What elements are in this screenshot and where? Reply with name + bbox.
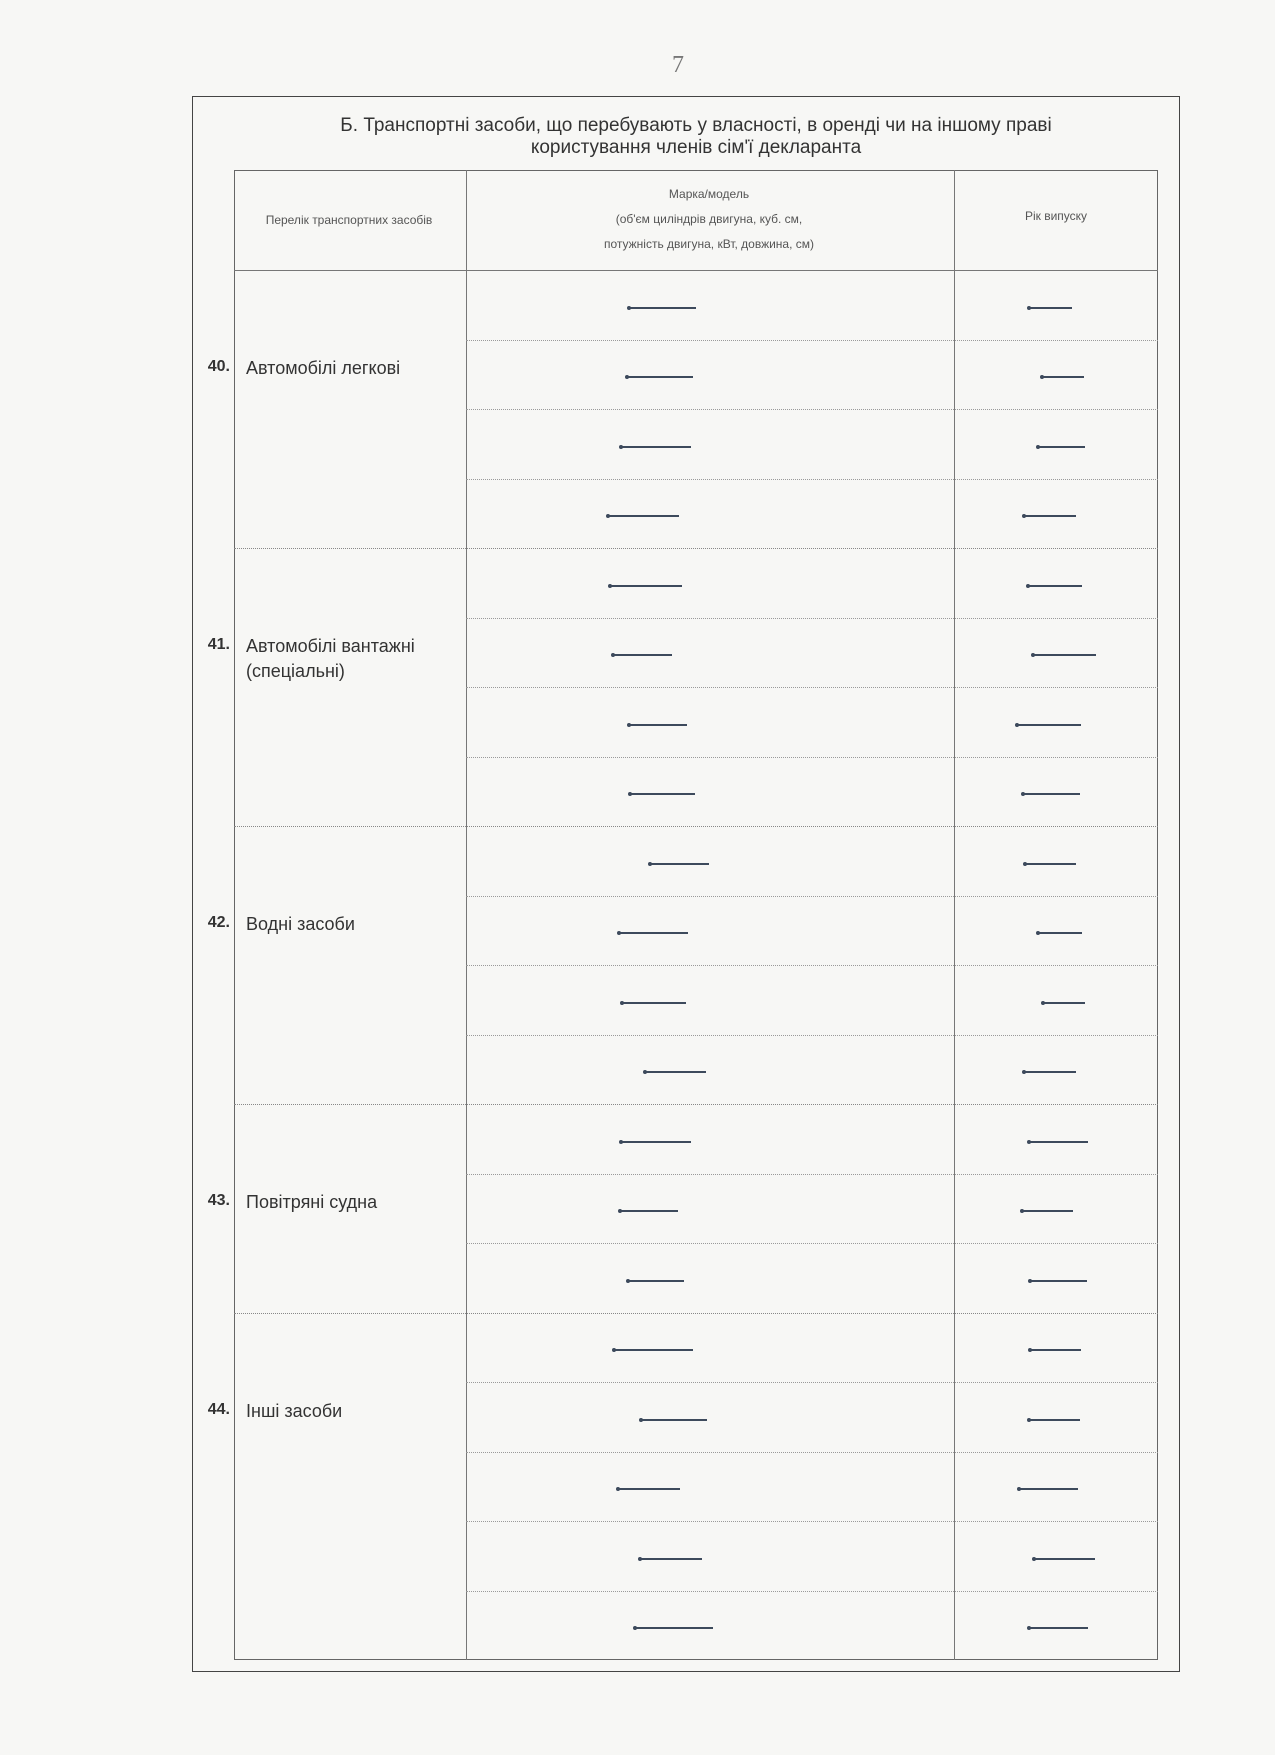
column-divider-2 <box>954 170 955 1660</box>
row-divider <box>466 1174 1158 1175</box>
header-model-line1: Марка/модель <box>668 187 750 201</box>
model-empty-dash <box>635 1627 713 1629</box>
row-divider <box>466 687 1158 688</box>
year-empty-dash <box>1033 654 1096 656</box>
model-empty-dash <box>620 1210 678 1212</box>
category-divider <box>234 1104 1158 1105</box>
section-title-line2: користування членів сім'ї декларанта <box>530 137 862 158</box>
year-empty-dash <box>1028 585 1082 587</box>
category-number: 43. <box>207 1192 230 1209</box>
header-model-line2: (об'єм циліндрів двигуна, куб. см, <box>615 212 803 226</box>
year-empty-dash <box>1038 932 1082 934</box>
year-empty-dash <box>1023 793 1080 795</box>
year-empty-dash <box>1042 376 1084 378</box>
category-divider <box>234 1313 1158 1314</box>
category-number: 44. <box>207 1400 230 1418</box>
row-divider <box>466 1521 1158 1522</box>
model-empty-dash <box>629 307 696 309</box>
header-divider <box>234 270 1158 271</box>
year-empty-dash <box>1024 1071 1076 1073</box>
category-label: Автомобілі легкові <box>246 358 401 378</box>
model-empty-dash <box>645 1071 706 1073</box>
category-divider <box>234 826 1158 827</box>
page-number: 7 <box>672 52 684 78</box>
year-empty-dash <box>1034 1558 1095 1560</box>
model-empty-dash <box>614 1349 693 1351</box>
category-label: Інші засоби <box>246 1400 343 1421</box>
row-divider <box>466 479 1158 480</box>
header-year: Рік випуску <box>1024 209 1088 223</box>
model-empty-dash <box>650 863 709 865</box>
year-empty-dash <box>1030 1280 1087 1282</box>
model-empty-dash <box>618 1488 680 1490</box>
row-divider <box>466 409 1158 410</box>
category-divider <box>234 548 1158 549</box>
year-empty-dash <box>1019 1488 1078 1490</box>
section-title <box>232 115 1160 159</box>
model-empty-dash <box>613 654 672 656</box>
year-empty-dash <box>1025 863 1076 865</box>
year-empty-dash <box>1029 307 1072 309</box>
year-empty-dash <box>1029 1419 1080 1421</box>
header-list: Перелік транспортних засобів <box>265 212 433 227</box>
section-letter: Б. <box>340 115 359 136</box>
model-empty-dash <box>610 585 682 587</box>
model-empty-dash <box>619 932 688 934</box>
row-divider <box>466 757 1158 758</box>
year-empty-dash <box>1030 1349 1081 1351</box>
year-empty-dash <box>1024 515 1076 517</box>
header-model-line3: потужність двигуна, кВт, довжина, см) <box>603 237 815 251</box>
year-empty-dash <box>1029 1141 1088 1143</box>
column-divider-1 <box>466 170 467 1660</box>
model-empty-dash <box>630 793 695 795</box>
year-empty-dash <box>1017 724 1081 726</box>
section-title-line1: Транспортні засоби, що перебувають у власності, в оренді чи на іншому праві <box>363 115 1052 136</box>
category-label: Повітряні судна <box>246 1192 378 1212</box>
model-empty-dash <box>621 446 691 448</box>
row-divider <box>466 1382 1158 1383</box>
category-label: Автомобілі вантажні (спеціальні) <box>246 636 415 681</box>
row-divider <box>466 1452 1158 1453</box>
year-empty-dash <box>1038 446 1085 448</box>
category-label: Водні засоби <box>246 914 355 934</box>
category-number: 40. <box>207 358 230 375</box>
model-empty-dash <box>608 515 679 517</box>
year-empty-dash <box>1022 1210 1073 1212</box>
model-empty-dash <box>628 1280 684 1282</box>
category-number: 41. <box>207 636 230 653</box>
row-divider <box>466 896 1158 897</box>
row-divider <box>466 1035 1158 1036</box>
model-empty-dash <box>627 376 693 378</box>
row-divider <box>466 965 1158 966</box>
model-empty-dash <box>622 1002 686 1004</box>
row-divider <box>466 1591 1158 1592</box>
row-divider <box>466 340 1158 341</box>
model-empty-dash <box>640 1558 702 1560</box>
row-divider <box>466 618 1158 619</box>
row-divider <box>466 1243 1158 1244</box>
category-number: 42. <box>207 914 230 931</box>
model-empty-dash <box>621 1141 691 1143</box>
model-empty-dash <box>641 1419 707 1421</box>
year-empty-dash <box>1029 1627 1088 1629</box>
model-empty-dash <box>629 724 687 726</box>
year-empty-dash <box>1043 1002 1085 1004</box>
